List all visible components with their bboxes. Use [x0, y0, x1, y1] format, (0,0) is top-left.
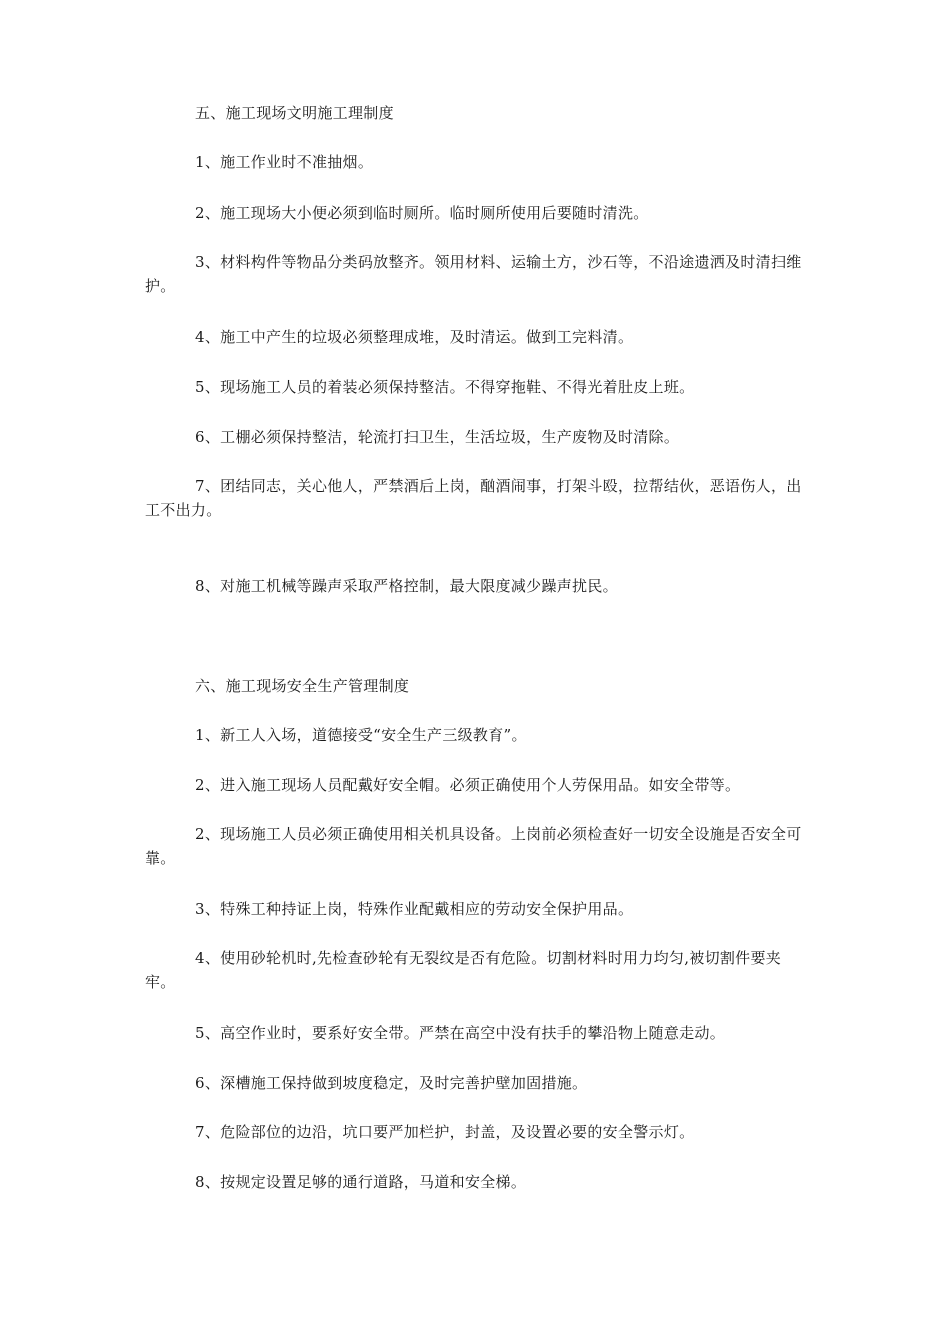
section-6-heading: 六、施工现场安全生产管理制度	[195, 677, 410, 695]
section-5-item-1: 1、施工作业时不准抽烟。	[195, 153, 374, 171]
section-5-item-2: 2、施工现场大小便必须到临时厕所。临时厕所使用后要随时清洗。	[195, 204, 649, 222]
section-6-item-1: 1、新工人入场，道德接受“安全生产三级教育”。	[195, 726, 527, 744]
section-5-item-5: 5、现场施工人员的着装必须保持整洁。不得穿拖鞋、不得光着肚皮上班。	[195, 378, 695, 396]
section-5-item-4: 4、施工中产生的垃圾必须整理成堆，及时清运。做到工完料清。	[195, 328, 634, 346]
section-6-item-7: 7、危险部位的边沿，坑口要严加栏护，封盖，及设置必要的安全警示灯。	[195, 1123, 695, 1141]
section-6-item-8: 8、按规定设置足够的通行道路，马道和安全梯。	[195, 1173, 527, 1191]
section-5-item-6: 6、工棚必须保持整洁，轮流打扫卫生，生活垃圾，生产废物及时清除。	[195, 428, 680, 446]
section-6-item-6: 6、深槽施工保持做到坡度稳定，及时完善护壁加固措施。	[195, 1074, 588, 1092]
section-6-item-2b: 2、现场施工人员必须正确使用相关机具设备。上岗前必须检查好一切安全设施是否安全可靠。	[145, 825, 802, 867]
section-6-item-5: 5、高空作业时，要系好安全带。严禁在高空中没有扶手的攀沿物上随意走动。	[195, 1024, 726, 1042]
section-5-item-3: 3、材料构件等物品分类码放整齐。领用材料、运输土方，沙石等，不沿途遗洒及时清扫维护。	[145, 253, 802, 295]
section-6-item-4: 4、使用砂轮机时,先检查砂轮有无裂纹是否有危险。切割材料时用力均匀,被切割件要夹牢。	[145, 949, 782, 991]
section-5-heading: 五、施工现场文明施工理制度	[195, 104, 394, 122]
section-5-item-7: 7、团结同志，关心他人，严禁酒后上岗，酗酒闹事，打架斗殴，拉帮结伙，恶语伤人，出工不出力。	[145, 477, 802, 519]
section-6-item-2: 2、进入施工现场人员配戴好安全帽。必须正确使用个人劳保用品。如安全带等。	[195, 776, 741, 794]
section-6-item-3: 3、特殊工种持证上岗，特殊作业配戴相应的劳动安全保护用品。	[195, 900, 634, 918]
section-5-item-8: 8、对施工机械等躁声采取严格控制，最大限度减少躁声扰民。	[195, 577, 618, 595]
